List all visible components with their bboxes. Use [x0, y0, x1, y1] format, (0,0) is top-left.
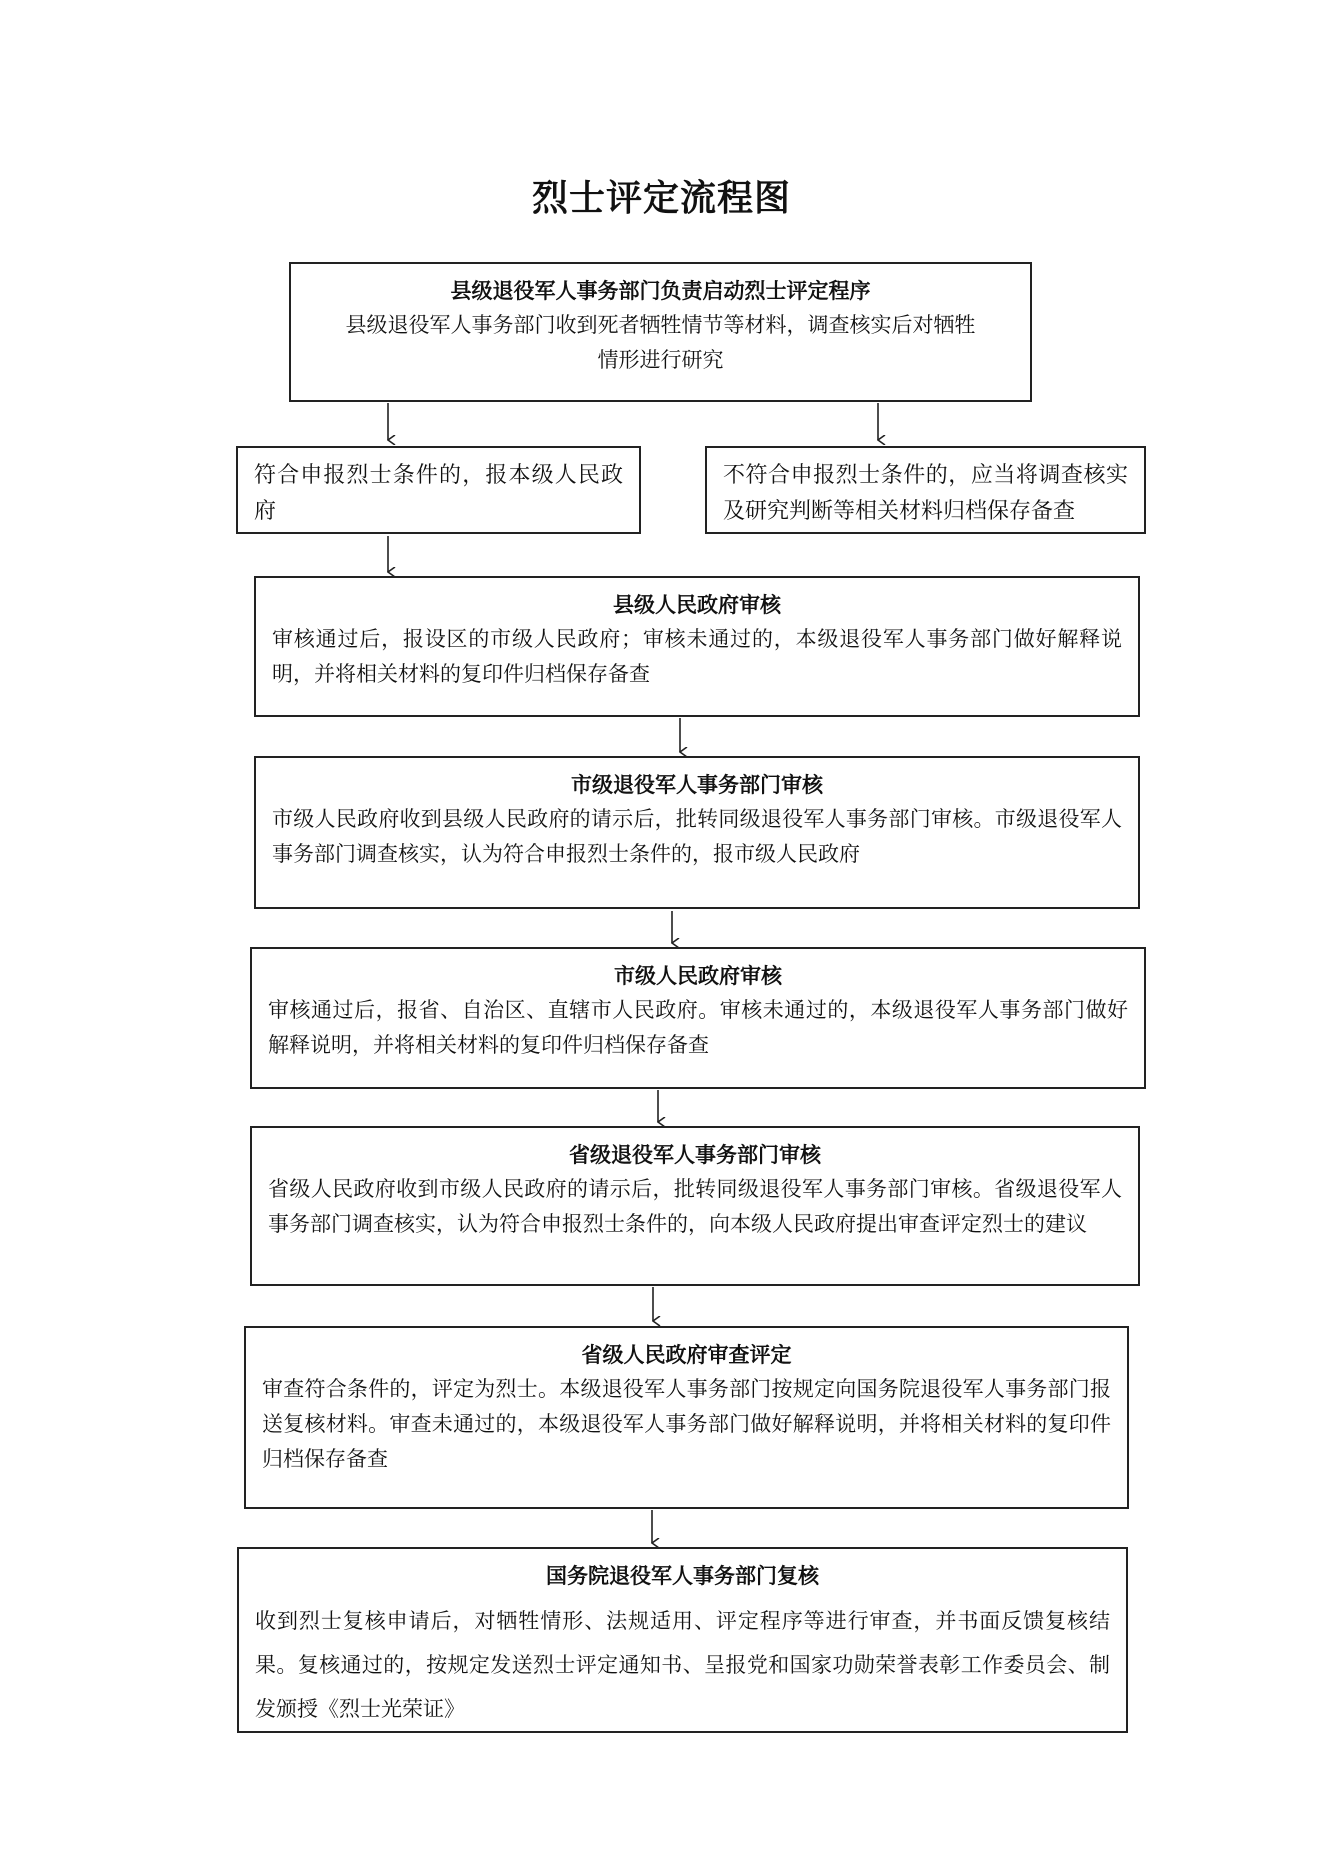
flow-box-heading: 市级退役军人事务部门审核	[571, 772, 823, 797]
flow-box-heading: 省级退役军人事务部门审核	[569, 1142, 821, 1167]
flow-box-text: 县级退役军人事务部门收到死者牺牲情节等材料，调查核实后对牺牲情形进行研究	[345, 313, 976, 372]
flow-box-county-gov	[254, 576, 1140, 717]
flow-box-heading: 县级人民政府审核	[613, 592, 781, 617]
flow-box-heading: 县级退役军人事务部门负责启动烈士评定程序	[450, 278, 871, 303]
flow-box-text: 不符合申报烈士条件的，应当将调查核实及研究判断等相关材料归档保存备查	[723, 463, 1128, 524]
flow-box-heading: 省级人民政府审查评定	[581, 1342, 792, 1367]
flow-box-text: 审查符合条件的，评定为烈士。本级退役军人事务部门按规定向国务院退役军人事务部门报送复核材料。审查未通过的，本级退役军人事务部门做好解释说明，并将相关材料的复印件归档保存备查	[262, 1377, 1111, 1471]
flow-box-text: 省级人民政府收到市级人民政府的请示后，批转同级退役军人事务部门审核。省级退役军人事务部门调查核实，认为符合申报烈士条件的，向本级人民政府提出审查评定烈士的建议	[268, 1177, 1122, 1236]
flow-box-text: 审核通过后，报省、自治区、直辖市人民政府。审核未通过的，本级退役军人事务部门做好解释说明，并将相关材料的复印件归档保存备查	[268, 998, 1128, 1057]
flow-box-heading: 国务院退役军人事务部门复核	[546, 1563, 819, 1588]
flow-box-prov-gov	[244, 1326, 1129, 1509]
flow-box-text: 符合申报烈士条件的，报本级人民政府	[254, 463, 623, 524]
page-title: 烈士评定流程图	[531, 177, 791, 219]
flow-box-city-dept	[254, 756, 1140, 909]
flow-box-prov-dept	[250, 1126, 1140, 1286]
flow-box-heading: 市级人民政府审核	[614, 963, 782, 988]
flow-box-eligible	[236, 446, 641, 534]
flow-box-start	[289, 262, 1032, 402]
flow-box-ineligible	[705, 446, 1146, 534]
flow-box-state-council	[237, 1547, 1128, 1733]
flow-box-city-gov	[250, 947, 1146, 1089]
flow-box-text: 审核通过后，报设区的市级人民政府；审核未通过的，本级退役军人事务部门做好解释说明，并将相关材料的复印件归档保存备查	[272, 627, 1122, 686]
flow-box-text: 收到烈士复核申请后，对牺牲情形、法规适用、评定程序等进行审查，并书面反馈复核结果。复核通过的，按规定发送烈士评定通知书、呈报党和国家功勋荣誉表彰工作委员会、制发颁授《烈士光荣证》	[255, 1609, 1110, 1721]
flow-box-text: 市级人民政府收到县级人民政府的请示后，批转同级退役军人事务部门审核。市级退役军人事务部门调查核实，认为符合申报烈士条件的，报市级人民政府	[272, 807, 1122, 866]
